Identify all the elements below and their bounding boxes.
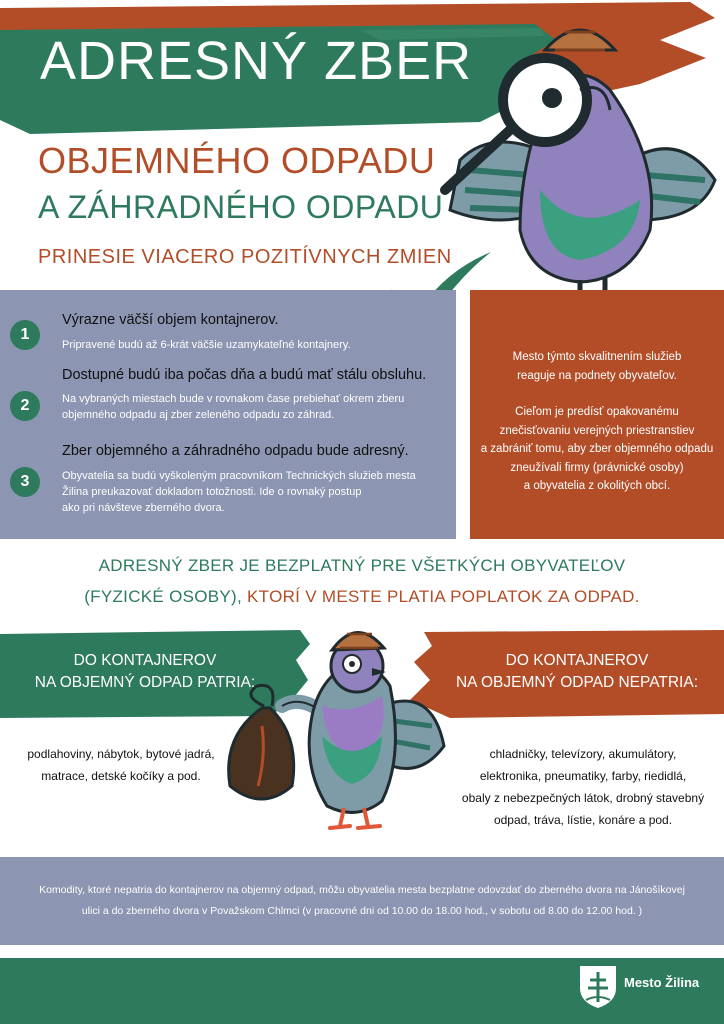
belongs-heading-line: DO KONTAJNEROV	[73, 652, 217, 669]
not-belongs-heading	[430, 650, 724, 694]
free-notice-line-1: ADRESNÝ ZBER JE BEZPLATNÝ PRE VŠETKÝCH OBYVATEĽOV	[98, 556, 626, 575]
benefit-number-3: 3	[10, 467, 40, 497]
not-belongs-heading-line: NA OBJEMNÝ ODPAD NEPATRIA:	[455, 674, 698, 691]
list-item: matrace, detské kočíky a pod.	[41, 769, 201, 783]
footer-text	[14, 880, 710, 922]
footer-line: Komodity, ktoré nepatria do kontajnerov na objemný odpad, môžu obyvatelia mesta bezplatne odovzdať do zberného dvora na Jánošíkovej	[39, 884, 685, 896]
belongs-list	[18, 743, 224, 787]
list-item: podlahoviny, nábytok, bytové jadrá,	[27, 747, 215, 761]
subtitle-garden-waste: A ZÁHRADNÉHO ODPADU	[38, 189, 444, 225]
main-title: ADRESNÝ ZBER	[40, 31, 473, 91]
zilina-crest-icon	[578, 964, 618, 1010]
info-line: Cieľom je predísť opakovanému	[515, 406, 679, 418]
subtitle-bulky-waste: OBJEMNÉHO ODPADU	[38, 140, 436, 181]
benefit-number-1: 1	[10, 320, 40, 350]
list-item: elektronika, pneumatiky, farby, riedidlá,	[479, 769, 687, 783]
pigeon-detective-holding-bag-illustration	[222, 616, 450, 834]
footer-line: ulici a do zberného dvora v Považskom Chlmci (v pracovné dni od 10.00 do 18.00 hod., v sobotu od 8.00 do 12.00 hod. )	[81, 905, 643, 917]
subtitle-positive-changes: PRINESIE VIACERO POZITÍVNYCH ZMIEN	[38, 246, 452, 268]
list-item: odpad, tráva, lístie, konáre a pod.	[493, 813, 673, 827]
info-line: zneužívali firmy (právnické osoby)	[510, 461, 684, 474]
benefit-text-line: Žilina preukazovať dokladom totožnosti. Ide o rovnaký postup	[62, 486, 362, 498]
belongs-heading-line: NA OBJEMNÝ ODPAD PATRIA:	[34, 674, 256, 691]
benefit-text-2	[62, 391, 404, 423]
info-line: znečisťovaniu verejných priestranstiev	[499, 424, 695, 437]
benefit-text-line: ako pri návšteve zberného dvora.	[62, 502, 225, 514]
brand-name: Mesto Žilina	[624, 975, 700, 990]
not-belongs-heading-line: DO KONTAJNEROV	[505, 652, 649, 669]
benefit-number-2: 2	[10, 391, 40, 421]
benefit-text-line: objemného odpadu aj zber zeleného odpadu zo záhrad.	[62, 409, 335, 421]
info-line: Mesto týmto skvalitnením služieb	[512, 351, 682, 363]
info-spacer	[478, 385, 716, 403]
benefit-heading-1: Výrazne väčší objem kontajnerov.	[62, 312, 279, 328]
not-belongs-list	[452, 743, 714, 831]
info-line: reaguje na podnety obyvateľov.	[517, 369, 677, 382]
free-notice-part: (FYZICKÉ OSOBY),	[84, 587, 248, 606]
info-text	[478, 348, 716, 496]
info-line: a obyvatelia z okolitých obcí.	[523, 480, 671, 492]
info-line: a zabrániť tomu, aby zber objemného odpadu	[480, 443, 714, 455]
list-item: obaly z nebezpečných látok, drobný stavebný	[461, 791, 705, 805]
benefit-text-line: Na vybraných miestach bude v rovnakom čase prebiehať okrem zberu	[62, 393, 405, 405]
benefit-text-3	[62, 468, 416, 516]
benefit-text-1	[62, 337, 351, 353]
benefit-text-line: Pripravené budú až 6-krát väčšie uzamykateľné kontajnery.	[62, 339, 351, 351]
free-notice-emphasis: KTORÍ V MESTE PLATIA POPLATOK ZA ODPAD.	[247, 587, 640, 606]
benefit-heading-2: Dostupné budú iba počas dňa a budú mať stálu obsluhu.	[62, 367, 427, 383]
list-item: chladničky, televízory, akumulátory,	[489, 747, 677, 761]
free-notice-line-2	[0, 587, 724, 607]
benefit-text-line: Obyvatelia sa budú vyškoleným pracovníkom Technických služieb mesta	[62, 470, 416, 482]
benefit-heading-3: Zber objemného a záhradného odpadu bude adresný.	[62, 443, 409, 459]
